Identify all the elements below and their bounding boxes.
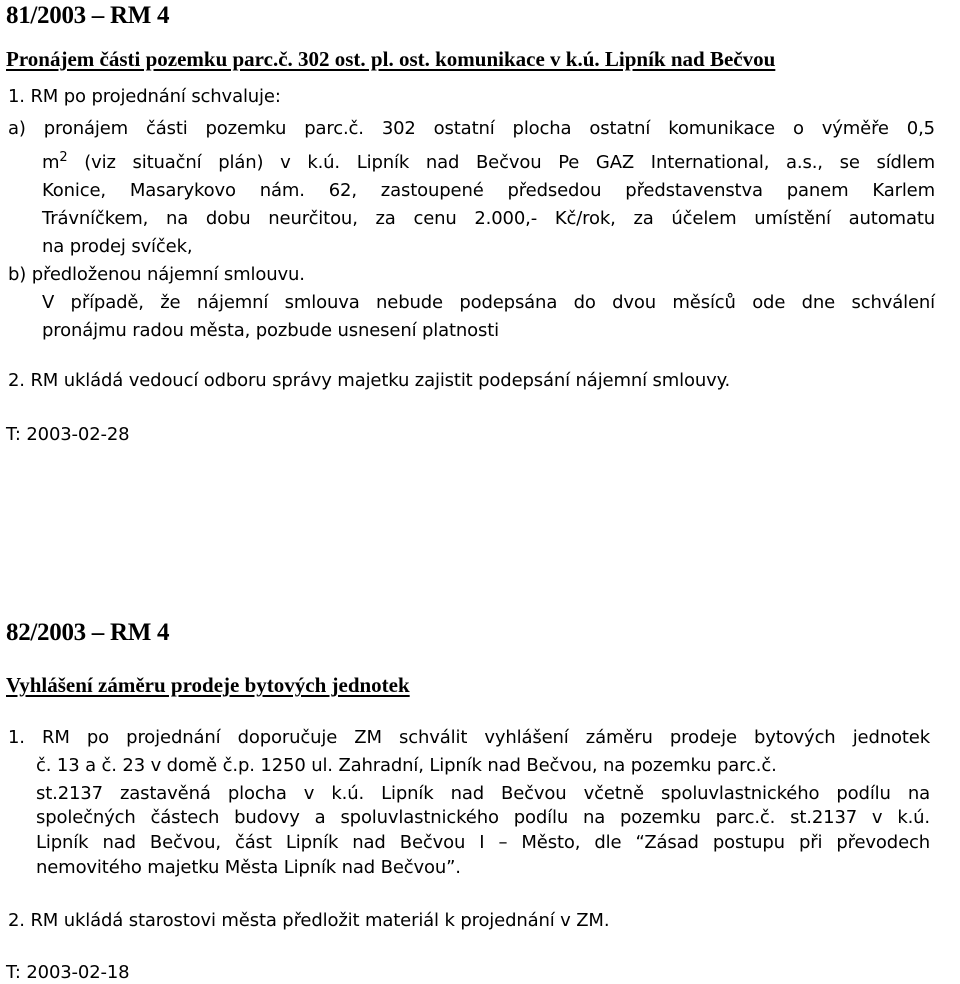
clause-a-unit: m (42, 152, 60, 173)
clause-a-line: Trávníčkem, na dobu neurčitou, za cenu 2.000,- Kč/rok, za účelem umístění automatu (42, 208, 935, 229)
resolution-heading: 81/2003 – RM 4 (6, 2, 170, 29)
task-assignment: 2. RM ukládá starostovi města předložit materiál k projednání v ZM. (8, 910, 610, 931)
task-assignment: 2. RM ukládá vedoucí odboru správy majetku zajistit podepsání nájemní smlouvy. (8, 370, 731, 391)
clause-a-line (42, 150, 935, 173)
clause-a-line: Konice, Masarykovo nám. 62, zastoupené předsedou představenstva panem Karlem (42, 180, 935, 201)
clause-a-unit-superscript: 2 (59, 150, 68, 165)
recommendation-line: nemovitého majetku Města Lipník nad Bečvou”. (36, 857, 461, 878)
term-date: T: 2003-02-18 (6, 962, 130, 983)
resolution-title: Pronájem části pozemku parc.č. 302 ost. pl. ost. komunikace v k.ú. Lipník nad Bečvou (6, 47, 776, 71)
clause-a-line: na prodej svíček, (42, 236, 193, 257)
resolution-title: Vyhlášení záměru prodeje bytových jednotek (6, 673, 410, 697)
condition-note-line: pronájmu radou města, pozbude usnesení platnosti (42, 320, 500, 341)
clause-a-text: (viz situační plán) v k.ú. Lipník nad Bečvou Pe GAZ International, a.s., se sídlem (67, 152, 935, 173)
resolution-heading: 82/2003 – RM 4 (6, 619, 170, 646)
approval-intro: 1. RM po projednání schvaluje: (8, 86, 281, 107)
recommendation-line: č. 13 a č. 23 v domě č.p. 1250 ul. Zahradní, Lipník nad Bečvou, na pozemku parc.č. (36, 755, 777, 776)
recommendation-line: 1. RM po projednání doporučuje ZM schválit vyhlášení záměru prodeje bytových jednotek (8, 727, 930, 748)
clause-b: b) předloženou nájemní smlouvu. (8, 264, 305, 285)
recommendation-line: st.2137 zastavěná plocha v k.ú. Lipník nad Bečvou včetně spoluvlastnického podílu na (36, 783, 930, 804)
term-date: T: 2003-02-28 (6, 424, 130, 445)
recommendation-line: Lipník nad Bečvou, část Lipník nad Bečvou I – Město, dle “Zásad postupu při převodech (36, 832, 930, 853)
recommendation-line: společných částech budovy a spoluvlastnického podílu na pozemku parc.č. st.2137 v k.ú. (36, 807, 930, 828)
clause-a-line: a) pronájem části pozemku parc.č. 302 ostatní plocha ostatní komunikace o výměře 0,5 (8, 118, 935, 139)
condition-note-line: V případě, že nájemní smlouva nebude podepsána do dvou měsíců ode dne schválení (42, 292, 935, 313)
